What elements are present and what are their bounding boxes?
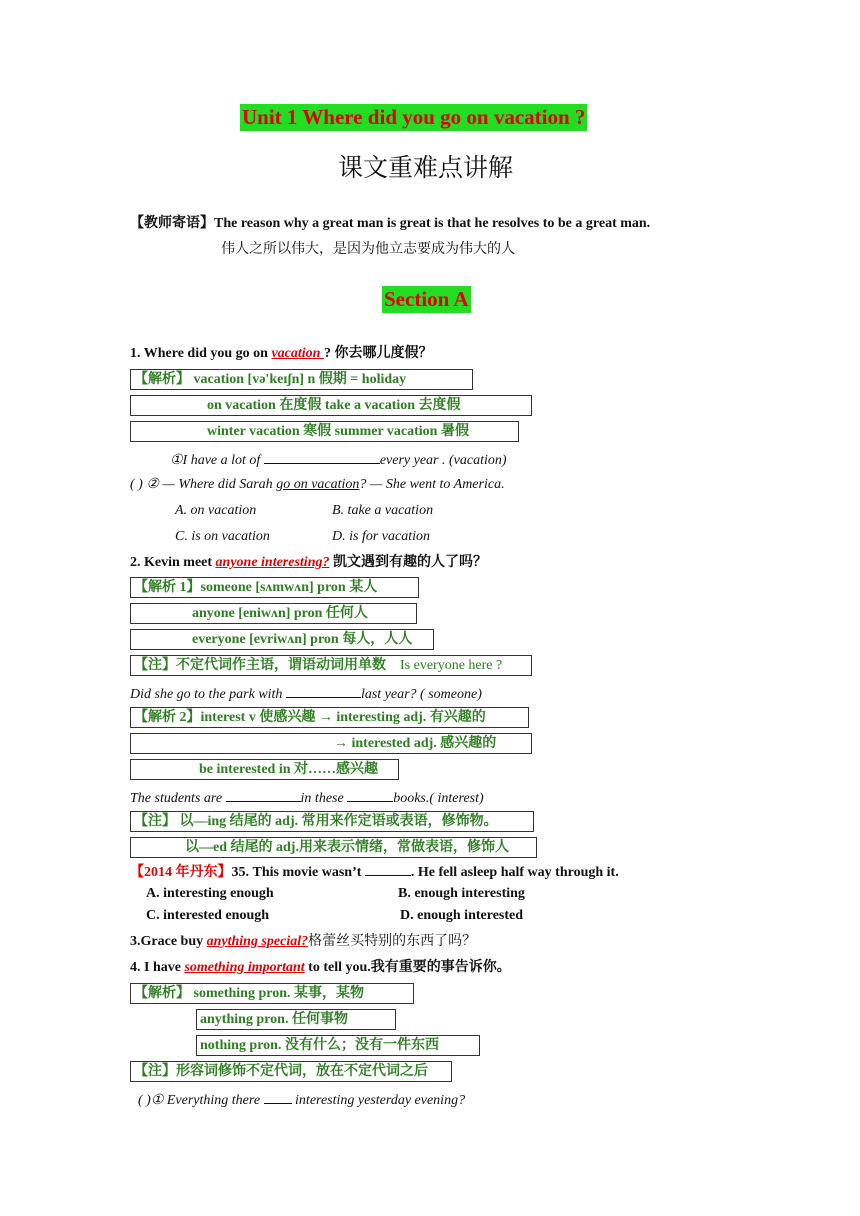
q3-key: anything special? xyxy=(206,934,309,949)
page-title: Unit 1 Where did you go on vacation ? xyxy=(242,105,586,129)
answer-blank[interactable] xyxy=(264,450,380,464)
q4-pre: 4. I have xyxy=(130,960,185,975)
q1-analysis-box: 【解析】 vacation [və'keɪʃn] n 假期 = holiday xyxy=(130,369,473,390)
q1-phrase-2: winter vacation 寒假 summer vacation 暑假 xyxy=(207,424,469,439)
q2-analysis-box-3 xyxy=(130,629,434,650)
q2-ex2-pre: The students are xyxy=(130,791,226,806)
q1-option-a: A. on vacation xyxy=(175,503,257,518)
q1-option-c: C. is on vacation xyxy=(175,529,270,544)
q2-exam-option-b: B. enough interesting xyxy=(398,886,525,901)
q2-be-interested-in: be interested in 对……感兴趣 xyxy=(199,762,379,777)
q2-everyone: everyone [evriwʌn] pron 每人，人人 xyxy=(192,632,413,647)
q2-note-2b: 以—ed 结尾的 adj.用来表示情绪，常做表语，修饰人 xyxy=(185,840,509,855)
q2-analysis-box-1: 【解析 1】someone [sʌmwʌn] pron 某人 xyxy=(130,577,419,598)
answer-blank[interactable] xyxy=(365,862,411,876)
q1-ex2-underlined: go on vacation xyxy=(276,477,360,492)
q1-phrase-1: on vacation 在度假 take a vacation 去度假 xyxy=(207,398,461,413)
q2-exam-option-c: C. interested enough xyxy=(146,908,270,923)
q4-note-box: 【注】形容词修饰不定代词，放在不定代词之后 xyxy=(130,1061,452,1082)
exam-tag: 【2014 年丹东】 xyxy=(130,865,232,880)
q2-note-box-3 xyxy=(130,837,537,858)
q2-ex2-post: books.( interest) xyxy=(393,791,484,806)
q1-heading xyxy=(130,345,432,363)
q4-post: to tell you.我有重要的事告诉你。 xyxy=(304,960,511,975)
motto-zh: 伟人之所以伟大，是因为他立志要成为伟大的人 xyxy=(221,242,515,257)
q4-ex-post: interesting yesterday evening? xyxy=(291,1093,466,1108)
page-subtitle: 课文重难点讲解 xyxy=(338,153,514,182)
q4-analysis-box-1: 【解析】 something pron. 某事，某物 xyxy=(130,983,414,1004)
answer-blank[interactable] xyxy=(226,788,301,802)
q2-pre: 2. Kevin meet xyxy=(130,555,216,570)
motto-line xyxy=(130,215,650,233)
q1-option-b: B. take a vacation xyxy=(332,503,434,518)
motto-tag: 【教师寄语】 xyxy=(130,216,214,231)
q1-exercise-1 xyxy=(170,450,507,470)
q2-analysis-box-4: 【解析 2】interest v 使感兴趣 → interesting adj. 有兴趣的 xyxy=(130,707,529,728)
q2-note-1: 【注】不定代词作主语，谓语动词用单数 xyxy=(134,658,386,673)
q4-exercise xyxy=(138,1090,465,1110)
q2-anyone: anyone [eniwʌn] pron 任何人 xyxy=(192,606,368,621)
q2-post: 凯文遇到有趣的人了吗？ xyxy=(329,555,487,570)
q2-exam-post: . He fell asleep half way through it. xyxy=(410,865,619,880)
q4-analysis-box-3: nothing pron. 没有什么；没有一件东西 xyxy=(196,1035,480,1056)
q1-post: ? 你去哪儿度假？ xyxy=(323,346,433,361)
q1-ex1-post: every year . (vacation) xyxy=(379,453,507,468)
section-heading: Section A xyxy=(384,287,469,311)
q3-post: 格蕾丝买特别的东西了吗？ xyxy=(308,934,477,949)
q1-ex2-post: ? — She went to America. xyxy=(359,477,505,492)
q2-analysis-box-6 xyxy=(130,759,399,780)
q2-heading xyxy=(130,554,487,572)
q2-exam-option-a: A. interesting enough xyxy=(146,886,274,901)
q1-phrase-box-1 xyxy=(130,395,532,416)
q1-exercise-2 xyxy=(130,476,505,494)
answer-blank[interactable] xyxy=(286,684,361,698)
q2-ex2-mid: in these xyxy=(300,791,348,806)
q2-exercise-2 xyxy=(130,788,484,808)
answer-blank[interactable] xyxy=(347,788,393,802)
q1-ex2-paren: ( ) ② — Where did Sarah xyxy=(130,477,277,492)
q2-ex1-pre: Did she go to the park with xyxy=(130,687,286,702)
q1-key: vacation xyxy=(271,346,324,361)
motto-en: The reason why a great man is great is that he resolves to be a great man. xyxy=(214,216,651,231)
q2-exercise-1 xyxy=(130,684,482,704)
q2-analysis-box-5 xyxy=(130,733,532,754)
q4-ex-paren: ( )① Everything there xyxy=(138,1093,264,1108)
q2-note-box-2: 【注】 以—ing 结尾的 adj. 常用来作定语或表语，修饰物。 xyxy=(130,811,534,832)
q4-heading xyxy=(130,959,511,977)
q2-analysis-box-2 xyxy=(130,603,417,624)
q1-phrase-box-2 xyxy=(130,421,519,442)
q2-exam-pre: 35. This movie wasn’t xyxy=(231,865,365,880)
q4-analysis-box-2: anything pron. 任何事物 xyxy=(196,1009,396,1030)
q3-heading xyxy=(130,933,476,951)
q2-exam-question xyxy=(130,862,619,882)
q2-key: anyone interesting? xyxy=(215,555,330,570)
q1-ex1-pre: ①I have a lot of xyxy=(170,453,264,468)
q2-exam-option-d: D. enough interested xyxy=(400,908,524,923)
q2-note-1-example: Is everyone here ? xyxy=(400,658,503,673)
q2-ex1-post: last year? ( someone) xyxy=(360,687,482,702)
q3-pre: 3.Grace buy xyxy=(130,934,207,949)
q1-pre: 1. Where did you go on xyxy=(130,346,272,361)
q2-interested: → interested adj. 感兴趣的 xyxy=(334,736,497,751)
q2-note-box-1 xyxy=(130,655,532,676)
q1-option-d: D. is for vacation xyxy=(332,529,430,544)
q4-key: something important xyxy=(184,960,305,975)
answer-blank[interactable] xyxy=(264,1090,292,1104)
